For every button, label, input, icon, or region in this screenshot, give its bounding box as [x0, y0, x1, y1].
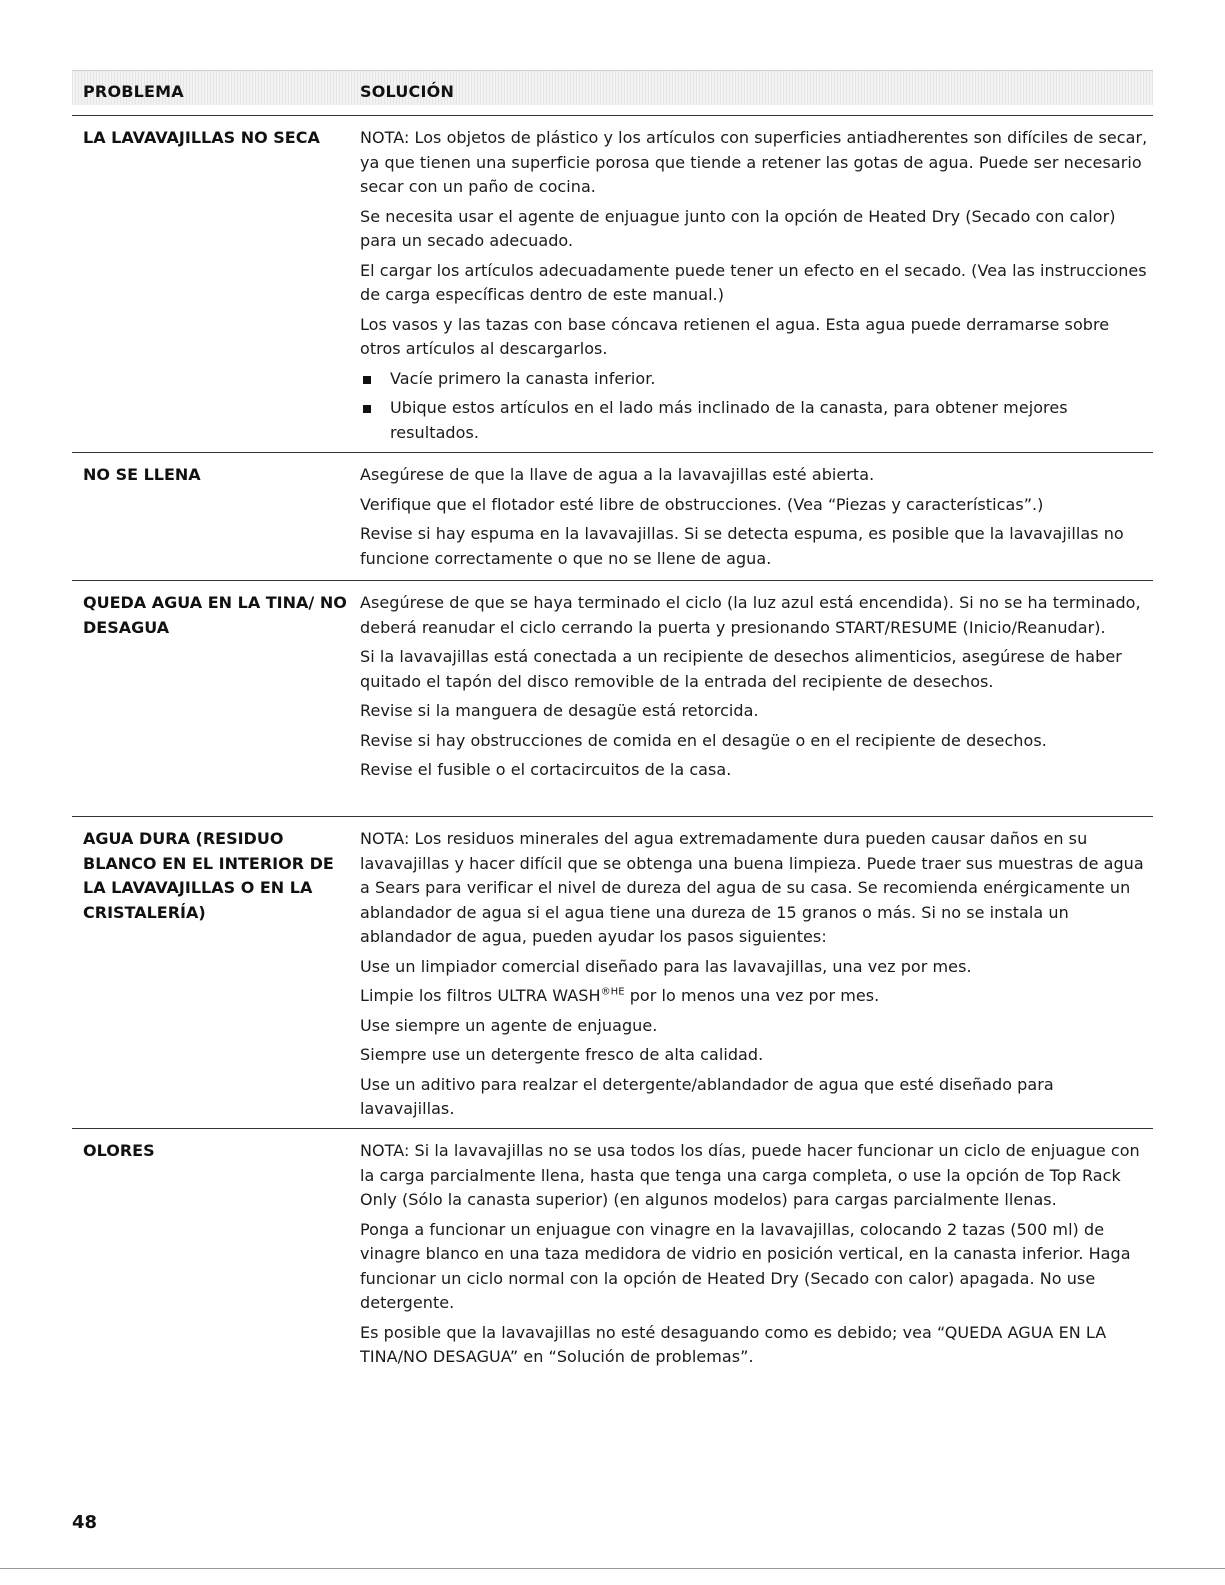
solution-cell — [360, 126, 1150, 450]
registered-he-mark: ®HE — [600, 986, 625, 998]
bullet-square-icon — [363, 405, 371, 413]
table-row — [72, 1128, 1153, 1409]
solution-paragraph: Use siempre un agente de enjuague. — [360, 1015, 658, 1035]
table-row — [72, 115, 1153, 451]
header-problem: PROBLEMA — [83, 82, 184, 101]
solution-paragraph: NOTA: Los residuos minerales del agua extremadamente dura pueden causar daños en su lavavajillas y hacer difícil que se obtenga una buena limpieza. Puede traer sus muestras de agua a Sears para verificar el nivel de dureza del agua de su casa. Se recomienda enérgicamente un ablandador de agua si el agua tiene una dureza de 15 granos o más. Si no se instala un ablandador de agua, pueden ayudar los pasos siguientes: — [360, 829, 1144, 946]
problem-title: LA LAVAVAJILLAS NO SECA — [83, 128, 320, 147]
filters-text-post: por lo menos una vez por mes. — [624, 986, 880, 1005]
problem-title: AGUA DURA (RESIDUO BLANCO EN EL INTERIOR DE LA LAVAVAJILLAS O EN LA CRISTALERÍA) — [83, 829, 334, 922]
table-header — [72, 70, 1153, 105]
solution-paragraph: Verifique que el flotador esté libre de obstrucciones. (Vea “Piezas y características”.) — [360, 494, 1044, 514]
problem-title: QUEDA AGUA EN LA TINA/ NO DESAGUA — [83, 593, 347, 637]
solution-cell — [360, 591, 1150, 788]
table-row — [72, 816, 1153, 1129]
solution-paragraph: Asegúrese de que se haya terminado el ciclo (la luz azul está encendida). Si no se ha terminado, deberá reanudar el ciclo cerrando la puerta y presionando START/RESUME (Inicio/Reanudar). — [360, 593, 1141, 637]
header-solution: SOLUCIÓN — [360, 82, 455, 101]
solution-paragraph: Revise si hay obstrucciones de comida en el desagüe o en el recipiente de desechos. — [360, 730, 1047, 750]
solution-paragraph: Revise si hay espuma en la lavavajillas. Si se detecta espuma, es posible que la lavavajillas no funcione correctamente o que no se llene de agua. — [360, 524, 1124, 568]
solution-paragraph: Asegúrese de que la llave de agua a la lavavajillas esté abierta. — [360, 465, 875, 484]
solution-paragraph: Ponga a funcionar un enjuague con vinagre en la lavavajillas, colocando 2 tazas (500 ml) de vinagre blanco en una taza medidora de vidrio en posición vertical, en la canasta inferior. Haga funcionar un ciclo normal con la opción de Heated Dry (Secado con calor) apagada. No use detergente. — [360, 1219, 1131, 1312]
solution-paragraph: Revise el fusible o el cortacircuitos de la casa. — [360, 760, 732, 779]
solution-paragraph: Los vasos y las tazas con base cóncava retienen el agua. Esta agua puede derramarse sobre otros artículos al descargarlos. — [360, 314, 1110, 358]
bullet-text: Vacíe primero la canasta inferior. — [390, 368, 656, 388]
bullet-item — [360, 396, 1150, 445]
problem-title: NO SE LLENA — [83, 465, 201, 484]
solution-paragraph: Use un aditivo para realzar el detergente/ablandador de agua que esté diseñado para lavavajillas. — [360, 1074, 1054, 1118]
problem-title: OLORES — [83, 1141, 155, 1160]
solution-cell — [360, 827, 1150, 1127]
bullet-item — [360, 367, 1150, 392]
filters-text-pre: Limpie los filtros ULTRA WASH — [360, 986, 601, 1005]
bottom-divider — [0, 1568, 1225, 1569]
bullet-square-icon — [363, 376, 371, 384]
bullet-text: Ubique estos artículos en el lado más inclinado de la canasta, para obtener mejores resultados. — [390, 398, 1068, 442]
table-row — [72, 580, 1153, 817]
solution-paragraph — [360, 984, 1150, 1009]
solution-paragraph: NOTA: Los objetos de plástico y los artículos con superficies antiadherentes son difíciles de secar, ya que tienen una superficie porosa que tiende a retener las gotas de agua. Puede ser necesario secar con un paño de cocina. — [360, 128, 1148, 196]
solution-cell — [360, 463, 1150, 576]
solution-paragraph: Siempre use un detergente fresco de alta calidad. — [360, 1045, 764, 1064]
solution-paragraph: Se necesita usar el agente de enjuague junto con la opción de Heated Dry (Secado con calor) para un secado adecuado. — [360, 206, 1116, 250]
page-number: 48 — [72, 1512, 98, 1533]
solution-cell — [360, 1139, 1150, 1375]
solution-paragraph: Use un limpiador comercial diseñado para las lavavajillas, una vez por mes. — [360, 956, 972, 976]
solution-paragraph: Si la lavavajillas está conectada a un recipiente de desechos alimenticios, asegúrese de haber quitado el tapón del disco removible de la entrada del recipiente de desechos. — [360, 647, 1122, 691]
solution-paragraph: Revise si la manguera de desagüe está retorcida. — [360, 701, 759, 720]
solution-paragraph: Es posible que la lavavajillas no esté desaguando como es debido; vea “QUEDA AGUA EN LA TINA/NO DESAGUA” en “Solución de problemas”. — [360, 1322, 1107, 1366]
solution-paragraph: NOTA: Si la lavavajillas no se usa todos los días, puede hacer funcionar un ciclo de enjuague con la carga parcialmente llena, hasta que tenga una carga completa, o use la opción de Top Rack Only (Sólo la canasta superior) (en algunos modelos) para cargas parcialmente llenas. — [360, 1141, 1140, 1209]
solution-paragraph: El cargar los artículos adecuadamente puede tener un efecto en el secado. (Vea las instrucciones de carga específicas dentro de este manual.) — [360, 260, 1147, 304]
table-row — [72, 452, 1153, 581]
